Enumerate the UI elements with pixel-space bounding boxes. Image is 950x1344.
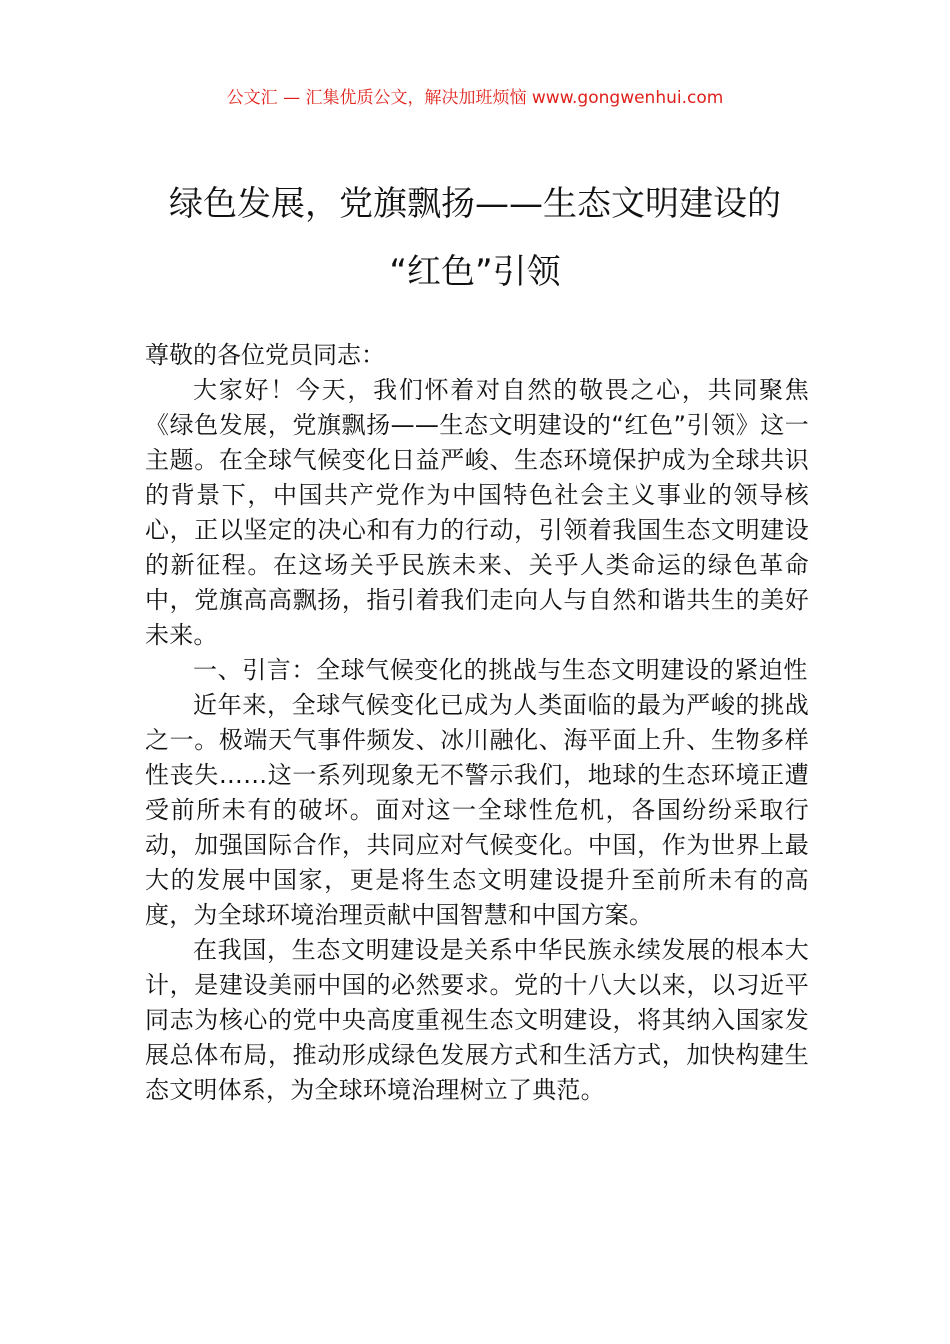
document-body [145, 338, 809, 1108]
paragraph-opening: 大家好！今天，我们怀着对自然的敬畏之心，共同聚焦《绿色发展，党旗飘扬——生态文明建设的“红色”引领》这一主题。在全球气候变化日益严峻、生态环境保护成为全球共识的背景下，中国共产党作为中国特色社会主义事业的领导核心，正以坚定的决心和有力的行动，引领着我国生态文明建设的新征程。在这场关乎民族未来、关乎人类命运的绿色革命中，党旗高高飘扬，指引着我们走向人与自然和谐共生的美好未来。 [145, 376, 809, 649]
salutation: 尊敬的各位党员同志： [145, 341, 385, 369]
section-heading-1: 一、引言：全球气候变化的挑战与生态文明建设的紧迫性 [193, 656, 808, 684]
header-banner: 公文汇 — 汇集优质公文，解决加班烦恼 www.gongwenhui.com [226, 88, 724, 108]
title-line-1: 绿色发展，党旗飘扬——生态文明建设的 [169, 184, 781, 224]
paragraph-ecological-civilization: 在我国，生态文明建设是关系中华民族永续发展的根本大计，是建设美丽中国的必然要求。党的十八大以来，以习近平同志为核心的党中央高度重视生态文明建设，将其纳入国家发展总体布局，推动形成绿色发展方式和生活方式，加快构建生态文明体系，为全球环境治理树立了典范。 [145, 936, 809, 1104]
paragraph-climate-challenge: 近年来，全球气候变化已成为人类面临的最为严峻的挑战之一。极端天气事件频发、冰川融化、海平面上升、生物多样性丧失……这一系列现象无不警示我们，地球的生态环境正遭受前所未有的破坏。面对这一全球性危机，各国纷纷采取行动，加强国际合作，共同应对气候变化。中国，作为世界上最大的发展中国家，更是将生态文明建设提升至前所未有的高度，为全球环境治理贡献中国智慧和中国方案。 [145, 691, 809, 929]
document-title [120, 170, 830, 306]
title-line-2: “红色”引领 [389, 252, 561, 292]
